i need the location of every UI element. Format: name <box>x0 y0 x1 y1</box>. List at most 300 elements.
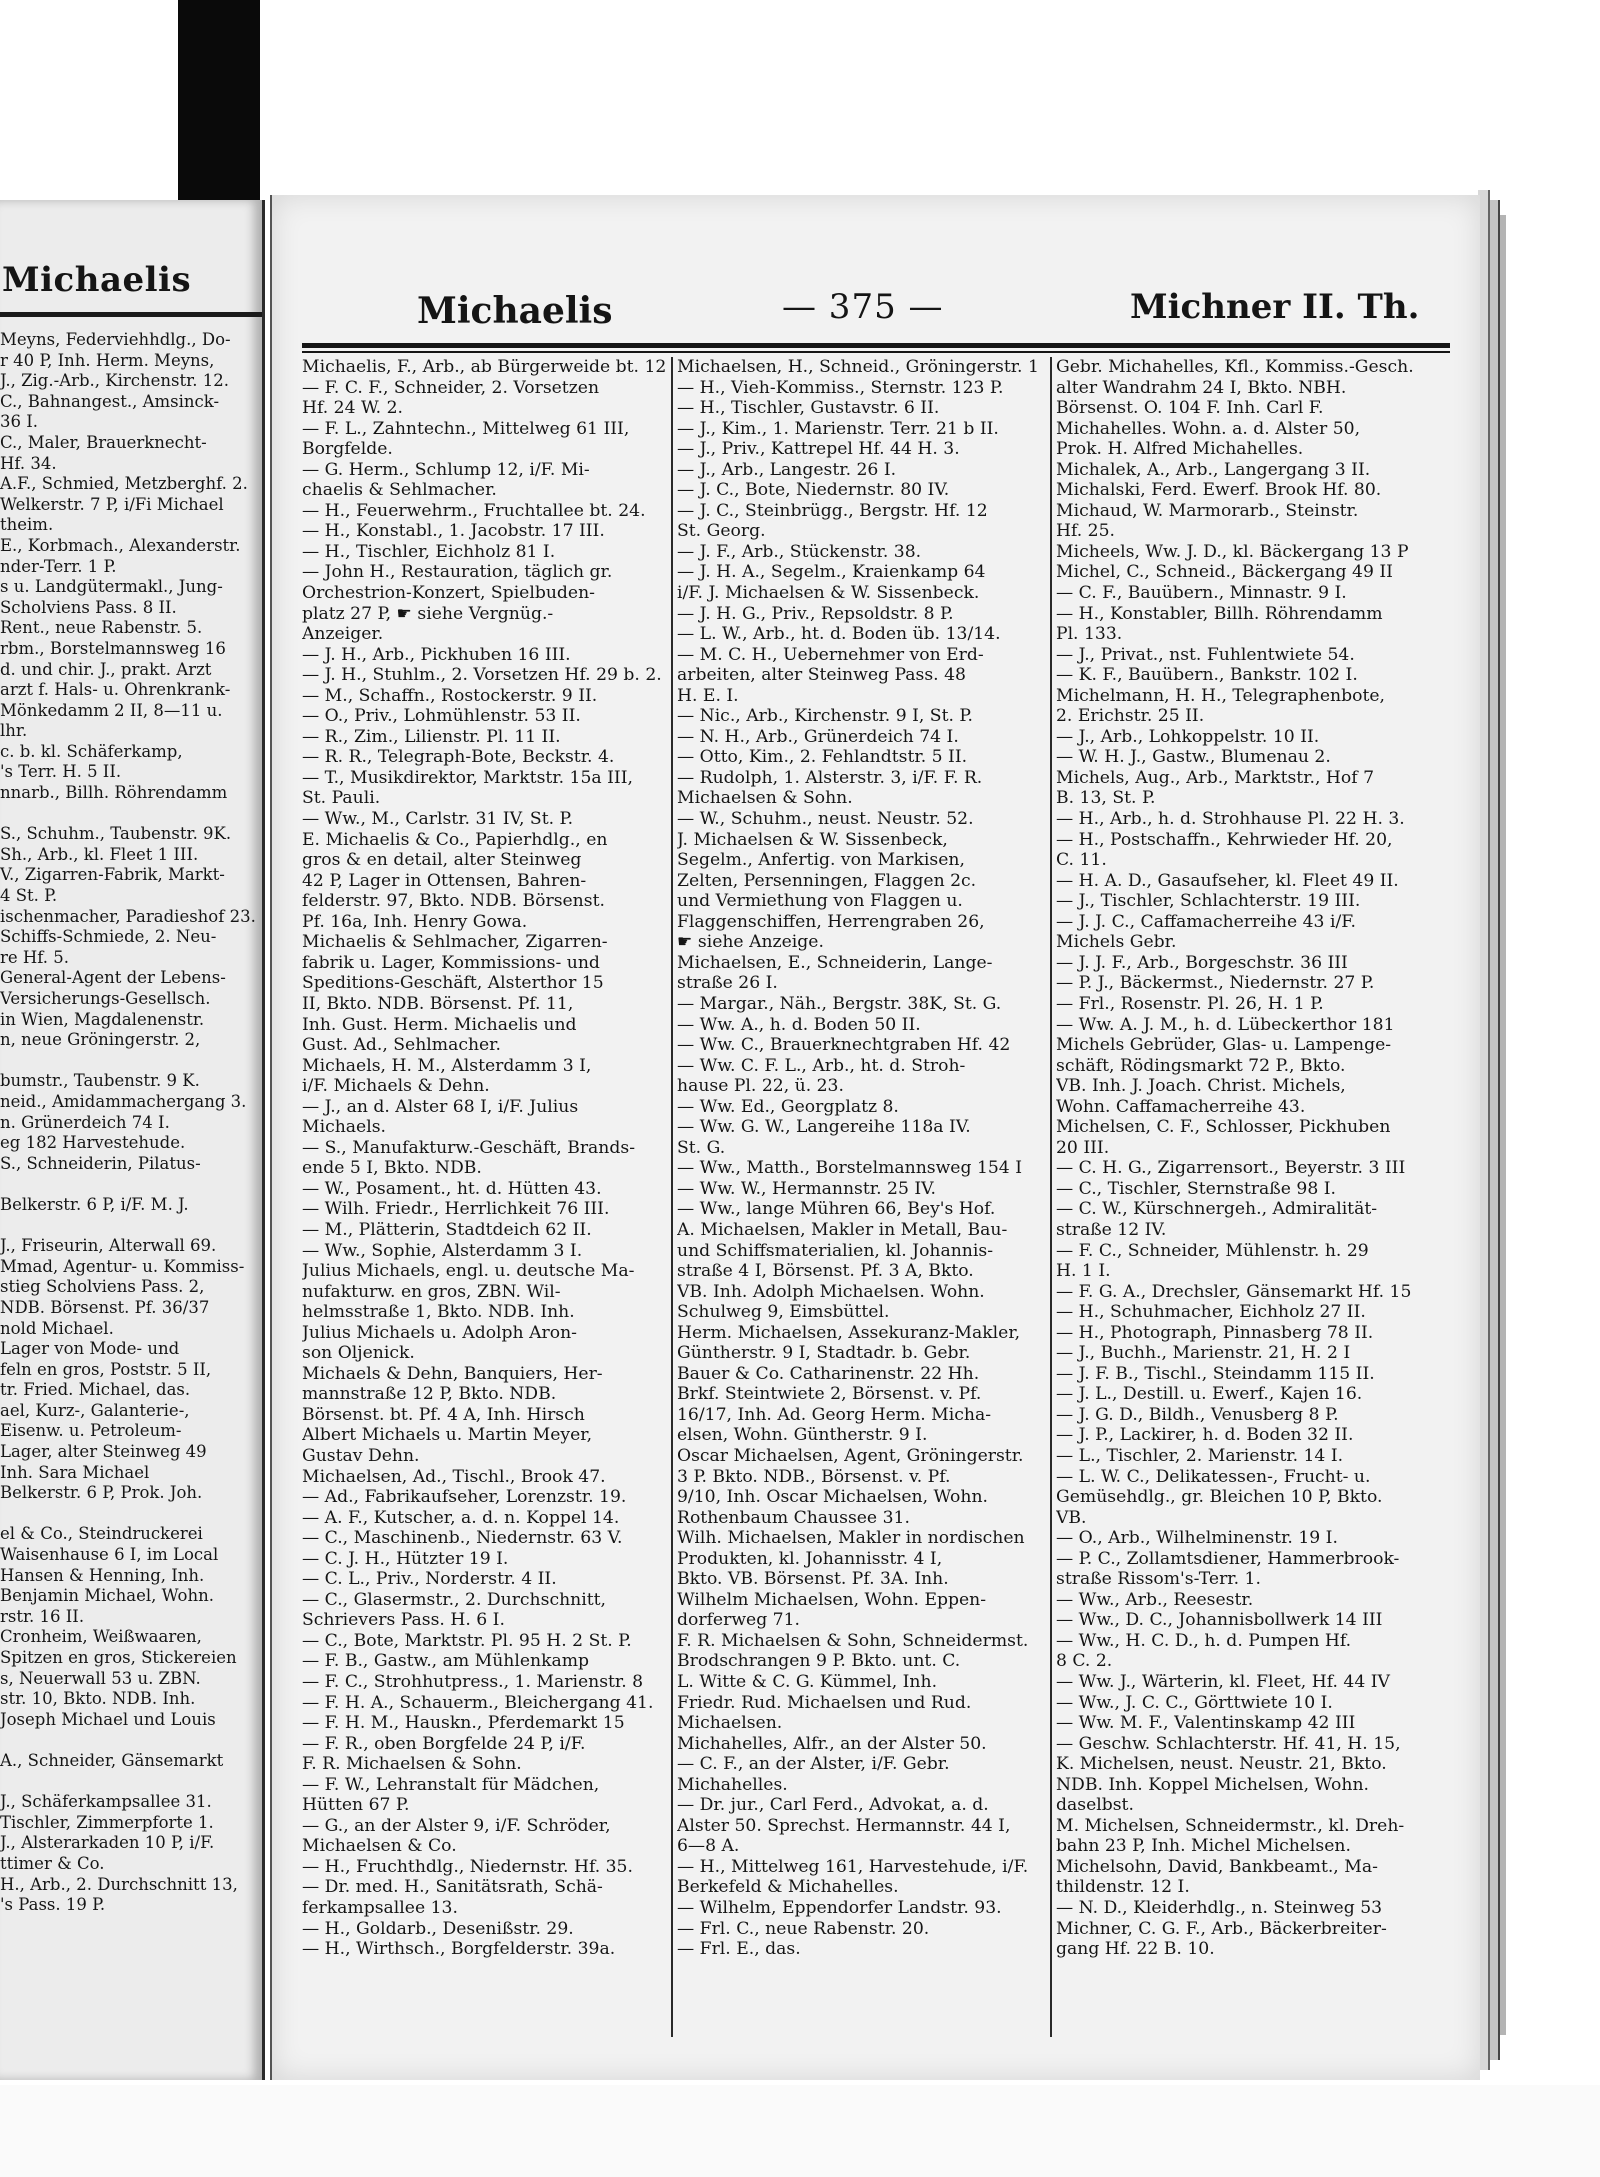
directory-entry-line: Wohn. Caffamacherreihe 43. <box>1056 1096 1306 1117</box>
directory-entry-line: — N. D., Kleiderhdlg., n. Steinweg 53 <box>1056 1898 1383 1919</box>
directory-entry-line: arbeiten, alter Steinweg Pass. 48 <box>677 665 966 686</box>
directory-entry-line: Michaelsen, E., Schneiderin, Lange- <box>677 952 993 973</box>
directory-entry-line: H. E. I. <box>677 685 739 706</box>
column-divider <box>1050 357 1052 2037</box>
directory-entry-line: — Ww. J., Wärterin, kl. Fleet, Hf. 44 IV <box>1056 1672 1390 1692</box>
directory-entry-line: — C. F., an der Alster, i/F. Gebr. <box>677 1754 950 1775</box>
left-page-line: Mönkedamm 2 II, 8—11 u. <box>0 700 223 720</box>
directory-entry-line: VB. Inh. Adolph Michaelsen. Wohn. <box>677 1281 985 1302</box>
directory-entry-line: — R. R., Telegraph-Bote, Beckstr. 4. <box>302 747 615 768</box>
directory-entry-line: — F. L., Zahntechn., Mittelweg 61 III, <box>302 418 630 439</box>
directory-entry-line: Herm. Michaelsen, Assekuranz-Makler, <box>677 1322 1021 1343</box>
directory-entry-line: fabrik u. Lager, Kommissions- und <box>302 952 600 973</box>
directory-entry-line: nufakturw. en gros, ZBN. Wil- <box>302 1281 561 1302</box>
directory-entry-line: Micheels, Ww. J. D., kl. Bäckergang 13 P <box>1056 541 1409 562</box>
left-page-line: n. Grünerdeich 74 I. <box>0 1112 170 1132</box>
left-page-line: nnarb., Billh. Röhrendamm <box>0 783 228 803</box>
directory-entry-line: — H., Vieh-Kommiss., Sternstr. 123 P. <box>677 377 1004 398</box>
left-page-line: ael, Kurz-, Galanterie-, <box>0 1400 190 1420</box>
directory-entry-line: — J., Arb., Lohkoppelstr. 10 II. <box>1056 726 1320 747</box>
directory-entry-line: Berkefeld & Michahelles. <box>677 1877 899 1898</box>
directory-entry-line: Flaggenschiffen, Herrengraben 26, <box>677 911 985 932</box>
left-page-line: Hansen & Henning, Inh. <box>0 1565 205 1585</box>
left-page-line: Sh., Arb., kl. Fleet 1 III. <box>0 844 199 864</box>
left-page-line: Tischler, Zimmerpforte 1. <box>0 1812 214 1832</box>
directory-entry-line: — C., Bote, Marktstr. Pl. 95 H. 2 St. P. <box>302 1630 632 1651</box>
directory-entry-line: — J. C., Steinbrügg., Bergstr. Hf. 12 <box>677 500 988 521</box>
directory-entry-line: Michaelis, F., Arb., ab Bürgerweide bt. 12 <box>302 357 667 377</box>
directory-entry-line: Pf. 16a, Inh. Henry Gowa. <box>302 911 528 932</box>
left-page-line: J., Friseurin, Alterwall 69. <box>0 1236 217 1256</box>
directory-entry-line: gros & en detail, alter Steinweg <box>302 850 582 871</box>
directory-entry-line: Wilh. Michaelsen, Makler in nordischen <box>677 1528 1025 1549</box>
directory-entry-line: — Frl., Rosenstr. Pl. 26, H. 1 P. <box>1056 993 1324 1014</box>
background-bottom <box>0 2085 1600 2177</box>
directory-entry-line: schäft, Rödingsmarkt 72 P., Bkto. <box>1056 1055 1346 1076</box>
header-rule-thin <box>302 351 1450 353</box>
directory-entry-line: Anzeiger. <box>302 624 384 645</box>
directory-entry-line: — H., Feuerwehrm., Fruchtallee bt. 24. <box>302 500 646 521</box>
left-page-line: in Wien, Magdalenenstr. <box>0 1009 205 1029</box>
left-page-line: ischenmacher, Paradieshof 23. <box>0 906 256 926</box>
directory-entry-line: felderstr. 97, Bkto. NDB. Börsenst. <box>302 891 605 912</box>
directory-entry-line: — T., Musikdirektor, Marktstr. 15a III, <box>302 767 633 788</box>
directory-entry-line: F. R. Michaelsen & Sohn, Schneidermst. <box>677 1630 1029 1651</box>
directory-entry-line: — Ww. G. W., Langereihe 118a IV. <box>677 1117 971 1138</box>
directory-entry-line: Gustav Dehn. <box>302 1445 420 1466</box>
directory-entry-line: F. R. Michaelsen & Sohn. <box>302 1754 522 1775</box>
left-page-line: Cronheim, Weißwaaren, <box>0 1627 202 1647</box>
left-page-line <box>0 1174 262 1195</box>
page-number: — 375 — <box>782 287 944 327</box>
running-head-left: Michaelis <box>417 290 613 332</box>
page-edge <box>1490 200 1500 2060</box>
directory-entry-line: — F. G. A., Drechsler, Gänsemarkt Hf. 15 <box>1056 1281 1412 1302</box>
directory-entry-line: Michelsohn, David, Bankbeamt., Ma- <box>1056 1856 1378 1877</box>
directory-entry-line: Pl. 133. <box>1056 624 1123 645</box>
directory-entry-line: — C. J. H., Hützter 19 I. <box>302 1548 509 1569</box>
directory-entry-line: 42 P, Lager in Ottensen, Bahren- <box>302 870 587 891</box>
directory-entry-line: i/F. J. Michaelsen & W. Sissenbeck. <box>677 583 980 604</box>
column-2 <box>677 357 1049 1960</box>
directory-entry-line: — Frl. E., das. <box>677 1939 801 1960</box>
left-page-line: A.F., Schmied, Metzberghf. 2. <box>0 474 248 494</box>
directory-entry-line: Börsenst. bt. Pf. 4 A, Inh. Hirsch <box>302 1404 585 1425</box>
directory-entry-line: — C. H. G., Zigarrensort., Beyerstr. 3 III <box>1056 1158 1406 1179</box>
directory-entry-line: Michahelles, Alfr., an der Alster 50. <box>677 1733 987 1754</box>
directory-entry-line: Hütten 67 P. <box>302 1795 410 1816</box>
left-page-line: c. b. kl. Schäferkamp, <box>0 741 183 761</box>
directory-entry-line: — J., Priv., Kattrepel Hf. 44 H. 3. <box>677 439 960 460</box>
directory-entry-line: — J. J. C., Caffamacherreihe 43 i/F. <box>1056 911 1356 932</box>
directory-entry-line: B. 13, St. P. <box>1056 788 1156 809</box>
directory-entry-line: Brodschrangen 9 P. Bkto. unt. C. <box>677 1651 961 1672</box>
directory-entry-line: — W., Posament., ht. d. Hütten 43. <box>302 1178 602 1199</box>
left-page-line <box>0 1978 262 1999</box>
directory-entry-line: — H., Mittelweg 161, Harvestehude, i/F. <box>677 1856 1029 1877</box>
directory-entry-line: Orchestrion-Konzert, Spielbuden- <box>302 583 595 604</box>
directory-entry-line: — G. Herm., Schlump 12, i/F. Mi- <box>302 459 590 480</box>
directory-entry-line: 9/10, Inh. Oscar Michaelsen, Wohn. <box>677 1487 988 1508</box>
directory-entry-line: — J. C., Bote, Niedernstr. 80 IV. <box>677 480 950 501</box>
directory-entry-line: — J. G. D., Bildh., Venusberg 8 P. <box>1056 1404 1339 1425</box>
directory-entry-line: 6—8 A. <box>677 1836 740 1857</box>
directory-entry-line: — O., Priv., Lohmühlenstr. 53 II. <box>302 706 581 727</box>
left-page-line: eg 182 Harvestehude. <box>0 1133 186 1153</box>
directory-entry-line: Michaels, H. M., Alsterdamm 3 I, <box>302 1055 592 1076</box>
left-page-line: neid., Amidammachergang 3. <box>0 1091 247 1111</box>
directory-entry-line: ende 5 I, Bkto. NDB. <box>302 1158 482 1179</box>
directory-entry-line: — J. F. B., Tischl., Steindamm 115 II. <box>1056 1363 1375 1384</box>
directory-entry-line: Michels, Aug., Arb., Marktstr., Hof 7 <box>1056 767 1375 788</box>
directory-entry-line: — C. W., Kürschnergeh., Admiralität- <box>1056 1199 1378 1220</box>
left-page-line: V., Zigarren-Fabrik, Markt- <box>0 865 225 885</box>
left-page-line: 's Pass. 19 P. <box>0 1895 106 1915</box>
directory-entry-line: — C., Glasermstr., 2. Durchschnitt, <box>302 1589 606 1610</box>
left-page-line: lhr. <box>0 721 28 741</box>
directory-entry-line: — L. W. C., Delikatessen-, Frucht- u. <box>1056 1466 1371 1487</box>
directory-entry-line: — S., Manufakturw.-Geschäft, Brands- <box>302 1137 635 1158</box>
left-page-line: Belkerstr. 6 P, i/F. M. J. <box>0 1194 189 1214</box>
directory-entry-line: Michalski, Ferd. Ewerf. Brook Hf. 80. <box>1056 480 1382 501</box>
directory-entry-line: VB. <box>1056 1507 1087 1528</box>
directory-entry-line: NDB. Inh. Koppel Michelsen, Wohn. <box>1056 1774 1369 1795</box>
left-page-line <box>0 804 262 825</box>
left-page-line: n, neue Gröningerstr. 2, <box>0 1030 201 1050</box>
left-page-line: d. und chir. J., prakt. Arzt <box>0 659 212 679</box>
directory-entry-line: — O., Arb., Wilhelminenstr. 19 I. <box>1056 1528 1338 1549</box>
directory-entry-line: Zelten, Persenningen, Flaggen 2c. <box>677 870 977 891</box>
directory-entry-line: St. Georg. <box>677 521 766 542</box>
directory-entry-line: C. 11. <box>1056 850 1107 871</box>
directory-entry-line: — J. L., Destill. u. Ewerf., Kajen 16. <box>1056 1384 1363 1405</box>
directory-entry-line: Friedr. Rud. Michaelsen und Rud. <box>677 1692 972 1713</box>
directory-entry-line: Prok. H. Alfred Michahelles. <box>1056 439 1304 460</box>
directory-entry-line: alter Wandrahm 24 I, Bkto. NBH. <box>1056 377 1347 398</box>
directory-entry-line: 2. Erichstr. 25 II. <box>1056 706 1205 727</box>
directory-entry-line: — J., Arb., Langestr. 26 I. <box>677 459 897 480</box>
left-page-line: bumstr., Taubenstr. 9 K. <box>0 1071 200 1091</box>
directory-entry-line: — M., Plätterin, Stadtdeich 62 II. <box>302 1219 592 1240</box>
directory-entry-line: — M. C. H., Uebernehmer von Erd- <box>677 644 984 665</box>
directory-entry-line: Michel, C., Schneid., Bäckergang 49 II <box>1056 562 1393 583</box>
left-page-line: Spitzen en gros, Stickereien <box>0 1648 237 1667</box>
directory-entry-line: Michahelles. Wohn. a. d. Alster 50, <box>1056 418 1361 439</box>
directory-entry-line: — F. H. A., Schauerm., Bleichergang 41. <box>302 1692 654 1713</box>
directory-entry-line: — Dr. jur., Carl Ferd., Advokat, a. d. <box>677 1795 989 1816</box>
directory-entry-line: — Ww. A., h. d. Boden 50 II. <box>677 1014 921 1035</box>
left-page-line: C., Bahnangest., Amsinck- <box>0 391 220 411</box>
directory-entry-line: — W., Schuhm., neust. Neustr. 52. <box>677 809 974 830</box>
directory-entry-line: Bauer & Co. Catharinenstr. 22 Hh. <box>677 1363 980 1384</box>
left-page-line: Belkerstr. 6 P, Prok. Joh. <box>0 1483 203 1503</box>
directory-entry-line: — G., an der Alster 9, i/F. Schröder, <box>302 1815 611 1836</box>
directory-entry-line: A. Michaelsen, Makler in Metall, Bau- <box>677 1219 1008 1240</box>
directory-entry-line: — L., Tischler, 2. Marienstr. 14 I. <box>1056 1445 1344 1466</box>
column-divider <box>671 357 673 2037</box>
left-page-line: S., Schneiderin, Pilatus- <box>0 1153 201 1173</box>
directory-entry-line: — F. B., Gastw., am Mühlenkamp <box>302 1651 590 1672</box>
directory-entry-line: — Ww., Sophie, Alsterdamm 3 I. <box>302 1240 583 1261</box>
left-page-line: E., Korbmach., Alexanderstr. <box>0 535 241 555</box>
directory-entry-line: Schulweg 9, Eimsbüttel. <box>677 1302 890 1323</box>
directory-entry-line: H. 1 I. <box>1056 1261 1111 1282</box>
left-page-line: feln en gros, Poststr. 5 II, <box>0 1359 212 1379</box>
directory-entry-line: Bkto. VB. Börsenst. Pf. 3A. Inh. <box>677 1569 949 1590</box>
left-page-line <box>0 2019 262 2040</box>
left-page-line: Schiffs-Schmiede, 2. Neu- <box>0 927 217 947</box>
left-page-line: J., Alsterarkaden 10 P, i/F. <box>0 1833 215 1853</box>
directory-entry-line: II, Bkto. NDB. Börsenst. Pf. 11, <box>302 993 574 1014</box>
left-page-line: Benjamin Michael, Wohn. <box>0 1586 214 1606</box>
directory-entry-line: — P. C., Zollamtsdiener, Hammerbrook- <box>1056 1548 1400 1569</box>
directory-entry-line: — C., Tischler, Sternstraße 98 I. <box>1056 1178 1337 1199</box>
directory-entry-line: M. Michelsen, Schneidermstr., kl. Dreh- <box>1056 1815 1405 1836</box>
left-page-line <box>0 1998 262 2019</box>
directory-entry-line: gang Hf. 22 B. 10. <box>1056 1939 1215 1960</box>
left-page-line <box>0 1916 262 1937</box>
left-page-line <box>0 1772 262 1793</box>
directory-entry-line: — H., Fruchthdlg., Niedernstr. Hf. 35. <box>302 1856 633 1877</box>
left-page-line <box>0 1957 262 1978</box>
directory-entry-line: und Vermiethung von Flaggen u. <box>677 891 963 912</box>
directory-entry-line: Oscar Michaelsen, Agent, Gröningerstr. <box>677 1445 1024 1466</box>
directory-entry-line: Michaelsen, Ad., Tischl., Brook 47. <box>302 1466 606 1487</box>
directory-entry-line: Michalek, A., Arb., Langergang 3 II. <box>1056 459 1371 480</box>
directory-entry-line: Michaelsen. <box>677 1713 783 1734</box>
directory-entry-line: — C. F., Bauübern., Minnastr. 9 I. <box>1056 583 1347 604</box>
directory-entry-line: — Ww., Arb., Reesestr. <box>1056 1589 1254 1610</box>
directory-entry-line: Julius Michaels u. Adolph Aron- <box>302 1322 577 1343</box>
left-page-line: Inh. Sara Michael <box>0 1462 150 1482</box>
directory-entry-line: — F. W., Lehranstalt für Mädchen, <box>302 1774 600 1795</box>
directory-entry-line: — J., Kim., 1. Marienstr. Terr. 21 b II. <box>677 418 999 439</box>
left-page-line: stieg Scholviens Pass. 2, <box>0 1277 205 1297</box>
directory-entry-line: — J. H. A., Segelm., Kraienkamp 64 <box>677 562 986 583</box>
directory-entry-line: straße 26 I. <box>677 973 778 994</box>
directory-entry-line: — H., Tischler, Eichholz 81 I. <box>302 541 556 562</box>
directory-entry-line: Brkf. Steintwiete 2, Börsenst. v. Pf. <box>677 1384 982 1405</box>
directory-entry-line: — P. J., Bäckermst., Niedernstr. 27 P. <box>1056 973 1375 994</box>
directory-entry-line: — Ww., J. C. C., Görttwiete 10 I. <box>1056 1692 1333 1713</box>
left-page-line: Meyns, Federviehhdlg., Do- <box>0 330 231 349</box>
left-page-line <box>0 1504 262 1525</box>
directory-entry-line: — J. J. F., Arb., Borgeschstr. 36 III <box>1056 952 1348 973</box>
directory-entry-line: K. Michelsen, neust. Neustr. 21, Bkto. <box>1056 1754 1387 1775</box>
left-page-line: nder-Terr. 1 P. <box>0 556 117 576</box>
left-page-line <box>0 1936 262 1957</box>
directory-entry-line: — J., Buchh., Marienstr. 21, H. 2 I <box>1056 1343 1351 1364</box>
directory-entry-line: ferkampsallee 13. <box>302 1898 458 1919</box>
directory-entry-line: — Ww., D. C., Johannisbollwerk 14 III <box>1056 1610 1383 1631</box>
directory-entry-line: Michelmann, H. H., Telegraphenbote, <box>1056 685 1386 706</box>
directory-entry-line: Gust. Ad., Sehlmacher. <box>302 1035 501 1056</box>
directory-entry-line: Wilhelm Michaelsen, Wohn. Eppen- <box>677 1589 987 1610</box>
directory-entry-line: — Ww. M. F., Valentinskamp 42 III <box>1056 1713 1356 1734</box>
directory-entry-line: — Ww. W., Hermannstr. 25 IV. <box>677 1178 936 1199</box>
left-page-line: re Hf. 5. <box>0 947 70 967</box>
directory-entry-line: straße Rissom's-Terr. 1. <box>1056 1569 1261 1590</box>
directory-entry-line: Hf. 24 W. 2. <box>302 398 403 419</box>
left-page-line <box>0 2039 262 2060</box>
directory-entry-line: — Frl. C., neue Rabenstr. 20. <box>677 1918 930 1939</box>
directory-entry-line: — Ww. Ed., Georgplatz 8. <box>677 1096 899 1117</box>
header-rule <box>302 343 1450 348</box>
directory-entry-line: elsen, Wohn. Güntherstr. 9 I. <box>677 1425 928 1446</box>
directory-entry-line: Güntherstr. 9 I, Stadtadr. b. Gebr. <box>677 1343 971 1364</box>
directory-entry-line: Michaels. <box>302 1117 386 1138</box>
directory-entry-line: — J. H., Arb., Pickhuben 16 III. <box>302 644 571 665</box>
left-page-line: Mmad, Agentur- u. Kommiss- <box>0 1256 245 1276</box>
left-page-line: Hf. 34. <box>0 453 57 473</box>
directory-entry-line: — H., Tischler, Gustavstr. 6 II. <box>677 398 940 419</box>
directory-entry-line: — Ad., Fabrikaufseher, Lorenzstr. 19. <box>302 1487 627 1508</box>
directory-entry-line: — Ww., H. C. D., h. d. Pumpen Hf. <box>1056 1630 1352 1651</box>
left-page-line: Welkerstr. 7 P, i/Fi Michael <box>0 494 224 514</box>
directory-entry-line: dorferweg 71. <box>677 1610 800 1631</box>
directory-entry-line: 3 P. Bkto. NDB., Börsenst. v. Pf. <box>677 1466 951 1487</box>
directory-entry-line: — J. F., Arb., Stückenstr. 38. <box>677 541 922 562</box>
left-page-line: H., Arb., 2. Durchschnitt 13, <box>0 1874 238 1894</box>
directory-entry-line: Julius Michaels, engl. u. deutsche Ma- <box>302 1261 635 1282</box>
directory-entry-line: chaelis & Sehlmacher. <box>302 480 497 501</box>
directory-entry-line: — A. F., Kutscher, a. d. n. Koppel 14. <box>302 1507 620 1528</box>
directory-entry-line: Michahelles. <box>677 1774 788 1795</box>
directory-entry-line: — J. H., Stuhlm., 2. Vorsetzen Hf. 29 b. 2. <box>302 665 662 686</box>
directory-entry-line: — H., Schuhmacher, Eichholz 27 II. <box>1056 1302 1366 1323</box>
directory-entry-line: — H., Konstabl., 1. Jacobstr. 17 III. <box>302 521 605 542</box>
directory-entry-line: Schrievers Pass. H. 6 I. <box>302 1610 505 1631</box>
left-page-line <box>0 1051 262 1072</box>
directory-entry-line: Hf. 25. <box>1056 521 1115 542</box>
left-page-line: C., Maler, Brauerknecht- <box>0 432 207 452</box>
left-page-line: tr. Fried. Michael, das. <box>0 1380 191 1400</box>
directory-entry-line: — F. R., oben Borgfelde 24 P, i/F. <box>302 1733 586 1754</box>
directory-entry-line: — H., Postschaffn., Kehrwieder Hf. 20, <box>1056 829 1393 850</box>
directory-entry-line: — Wilhelm, Eppendorfer Landstr. 93. <box>677 1898 1002 1919</box>
directory-entry-line: — Otto, Kim., 2. Fehlandtstr. 5 II. <box>677 747 968 768</box>
directory-entry-line: — J., Privat., nst. Fuhlentwiete 54. <box>1056 644 1355 665</box>
directory-entry-line: — John H., Restauration, täglich gr. <box>302 562 613 583</box>
directory-entry-line: — R., Zim., Lilienstr. Pl. 11 II. <box>302 726 561 747</box>
left-page-line: 36 I. <box>0 412 39 432</box>
directory-entry-line: — Dr. med. H., Sanitätsrath, Schä- <box>302 1877 603 1898</box>
left-page-header: Michaelis <box>2 260 192 300</box>
directory-entry-line: — K. F., Bauübern., Bankstr. 102 I. <box>1056 665 1358 686</box>
directory-entry-line: — H., Arb., h. d. Strohhause Pl. 22 H. 3. <box>1056 809 1405 830</box>
left-page-line: rbm., Borstelmannsweg 16 <box>0 638 226 658</box>
directory-entry-line: 16/17, Inh. Ad. Georg Herm. Micha- <box>677 1404 992 1425</box>
left-page-line: s, Neuerwall 53 u. ZBN. <box>0 1668 201 1688</box>
left-page-line: r 40 P, Inh. Herm. Meyns, <box>0 350 215 370</box>
directory-entry-line: Borgfelde. <box>302 439 393 460</box>
directory-entry-line: — Margar., Näh., Bergstr. 38K, St. G. <box>677 993 1002 1014</box>
directory-entry-line: J. Michaelsen & W. Sissenbeck, <box>677 829 948 850</box>
directory-entry-line: Michaels & Dehn, Banquiers, Her- <box>302 1363 603 1384</box>
directory-entry-line: — Rudolph, 1. Alsterstr. 3, i/F. F. R. <box>677 767 983 788</box>
directory-entry-line: — Ww., M., Carlstr. 31 IV, St. P. <box>302 809 574 830</box>
directory-entry-line: — C. L., Priv., Norderstr. 4 II. <box>302 1569 557 1590</box>
directory-entry-line: E. Michaelis & Co., Papierhdlg., en <box>302 829 608 850</box>
left-page-line: Scholviens Pass. 8 II. <box>0 597 177 617</box>
directory-entry-line: Michels Gebrüder, Glas- u. Lampenge- <box>1056 1035 1392 1056</box>
left-page-line: J., Schäferkampsallee 31. <box>0 1792 212 1812</box>
directory-entry-line: — Ww. C. F. L., Arb., ht. d. Stroh- <box>677 1055 966 1076</box>
directory-entry-line: — Wilh. Friedr., Herrlichkeit 76 III. <box>302 1199 610 1220</box>
left-page-line: s u. Landgütermakl., Jung- <box>0 577 223 597</box>
left-page-line: Joseph Michael und Louis <box>0 1709 216 1729</box>
directory-entry-line: bahn 23 P, Inh. Michel Michelsen. <box>1056 1836 1351 1857</box>
directory-entry-line: — Ww. A. J. M., h. d. Lübeckerthor 181 <box>1056 1014 1395 1035</box>
directory-entry-line: i/F. Michaels & Dehn. <box>302 1076 490 1097</box>
directory-entry-line: — H., Goldarb., Desenißstr. 29. <box>302 1918 574 1939</box>
directory-entry-line: 20 III. <box>1056 1137 1110 1158</box>
directory-entry-line: und Schiffsmaterialien, kl. Johannis- <box>677 1240 994 1261</box>
directory-entry-line: Produkten, kl. Johannisstr. 4 I, <box>677 1548 943 1569</box>
left-page-line: arzt f. Hals- u. Ohrenkrank- <box>0 680 231 700</box>
directory-entry-line: — J. H. G., Priv., Repsoldstr. 8 P. <box>677 603 954 624</box>
directory-entry-line: platz 27 P, ☛ siehe Vergnüg.- <box>302 603 554 624</box>
directory-entry-line: — C., Maschinenb., Niedernstr. 63 V. <box>302 1528 623 1549</box>
left-page-rule <box>0 312 262 317</box>
directory-entry-line: helmsstraße 1, Bkto. NDB. Inh. <box>302 1302 575 1323</box>
directory-entry-line: — Nic., Arb., Kirchenstr. 9 I, St. P. <box>677 706 973 727</box>
directory-entry-line: — N. H., Arb., Grünerdeich 74 I. <box>677 726 959 747</box>
directory-entry-line: son Oljenick. <box>302 1343 415 1364</box>
directory-entry-line: — M., Schaffn., Rostockerstr. 9 II. <box>302 685 598 706</box>
left-page-line <box>0 1216 262 1237</box>
left-page-line: 4 St. P. <box>0 886 58 906</box>
left-page-line: theim. <box>0 515 54 535</box>
directory-entry-line: Gemüsehdlg., gr. Bleichen 10 P, Bkto. <box>1056 1487 1383 1508</box>
left-page-line: S., Schuhm., Taubenstr. 9K. <box>0 824 232 844</box>
directory-entry-line: Michaelsen, H., Schneid., Gröningerstr. 1 <box>677 357 1039 377</box>
directory-entry-line: Michaelis & Sehlmacher, Zigarren- <box>302 932 608 953</box>
directory-entry-line: — Ww. C., Brauerknechtgraben Hf. 42 <box>677 1035 1011 1056</box>
directory-entry-line: — J., Tischler, Schlachterstr. 19 III. <box>1056 891 1361 912</box>
left-page <box>0 200 265 2080</box>
directory-entry-line: — W. H. J., Gastw., Blumenau 2. <box>1056 747 1331 768</box>
directory-entry-line: Alster 50. Sprechst. Hermannstr. 44 I, <box>677 1815 1011 1836</box>
left-page-line: Versicherungs-Gesellsch. <box>0 989 211 1008</box>
directory-entry-line: straße 12 IV. <box>1056 1219 1167 1240</box>
directory-entry-line: Michaelsen & Co. <box>302 1836 457 1857</box>
left-page-line: J., Zig.-Arb., Kirchenstr. 12. <box>0 371 229 391</box>
left-page-line <box>0 1730 262 1751</box>
directory-entry-line: Albert Michaels u. Martin Meyer, <box>302 1425 593 1446</box>
directory-entry-line: ☛ siehe Anzeige. <box>677 932 824 953</box>
directory-entry-line: Michaelsen & Sohn. <box>677 788 853 809</box>
left-page-line: General-Agent der Lebens- <box>0 968 226 988</box>
directory-entry-line: St. Pauli. <box>302 788 381 809</box>
directory-entry-line: — Geschw. Schlachterstr. Hf. 41, H. 15, <box>1056 1733 1401 1754</box>
left-page-entries <box>0 330 262 2060</box>
directory-entry-line: — Ww., Matth., Borstelmannsweg 154 I <box>677 1158 1022 1179</box>
left-page-line: Eisenw. u. Petroleum- <box>0 1421 182 1441</box>
column-1 <box>302 357 670 1960</box>
directory-entry-line: — F. C., Schneider, Mühlenstr. h. 29 <box>1056 1240 1369 1261</box>
directory-entry-line: Börsenst. O. 104 F. Inh. Carl F. <box>1056 398 1324 419</box>
left-page-line: Rent., neue Rabenstr. 5. <box>0 618 203 638</box>
directory-entry-line: — J., an d. Alster 68 I, i/F. Julius <box>302 1096 579 1117</box>
directory-entry-line: Gebr. Michahelles, Kfl., Kommiss.-Gesch. <box>1056 357 1414 377</box>
directory-entry-line: Inh. Gust. Herm. Michaelis und <box>302 1014 577 1035</box>
directory-entry-line: — F. C. F., Schneider, 2. Vorsetzen <box>302 377 600 398</box>
directory-entry-line: Michels Gebr. <box>1056 932 1177 953</box>
left-page-line: str. 10, Bkto. NDB. Inh. <box>0 1689 196 1709</box>
left-page-line: Waisenhause 6 I, im Local <box>0 1545 219 1565</box>
left-page-line: Lager von Mode- und <box>0 1339 180 1359</box>
